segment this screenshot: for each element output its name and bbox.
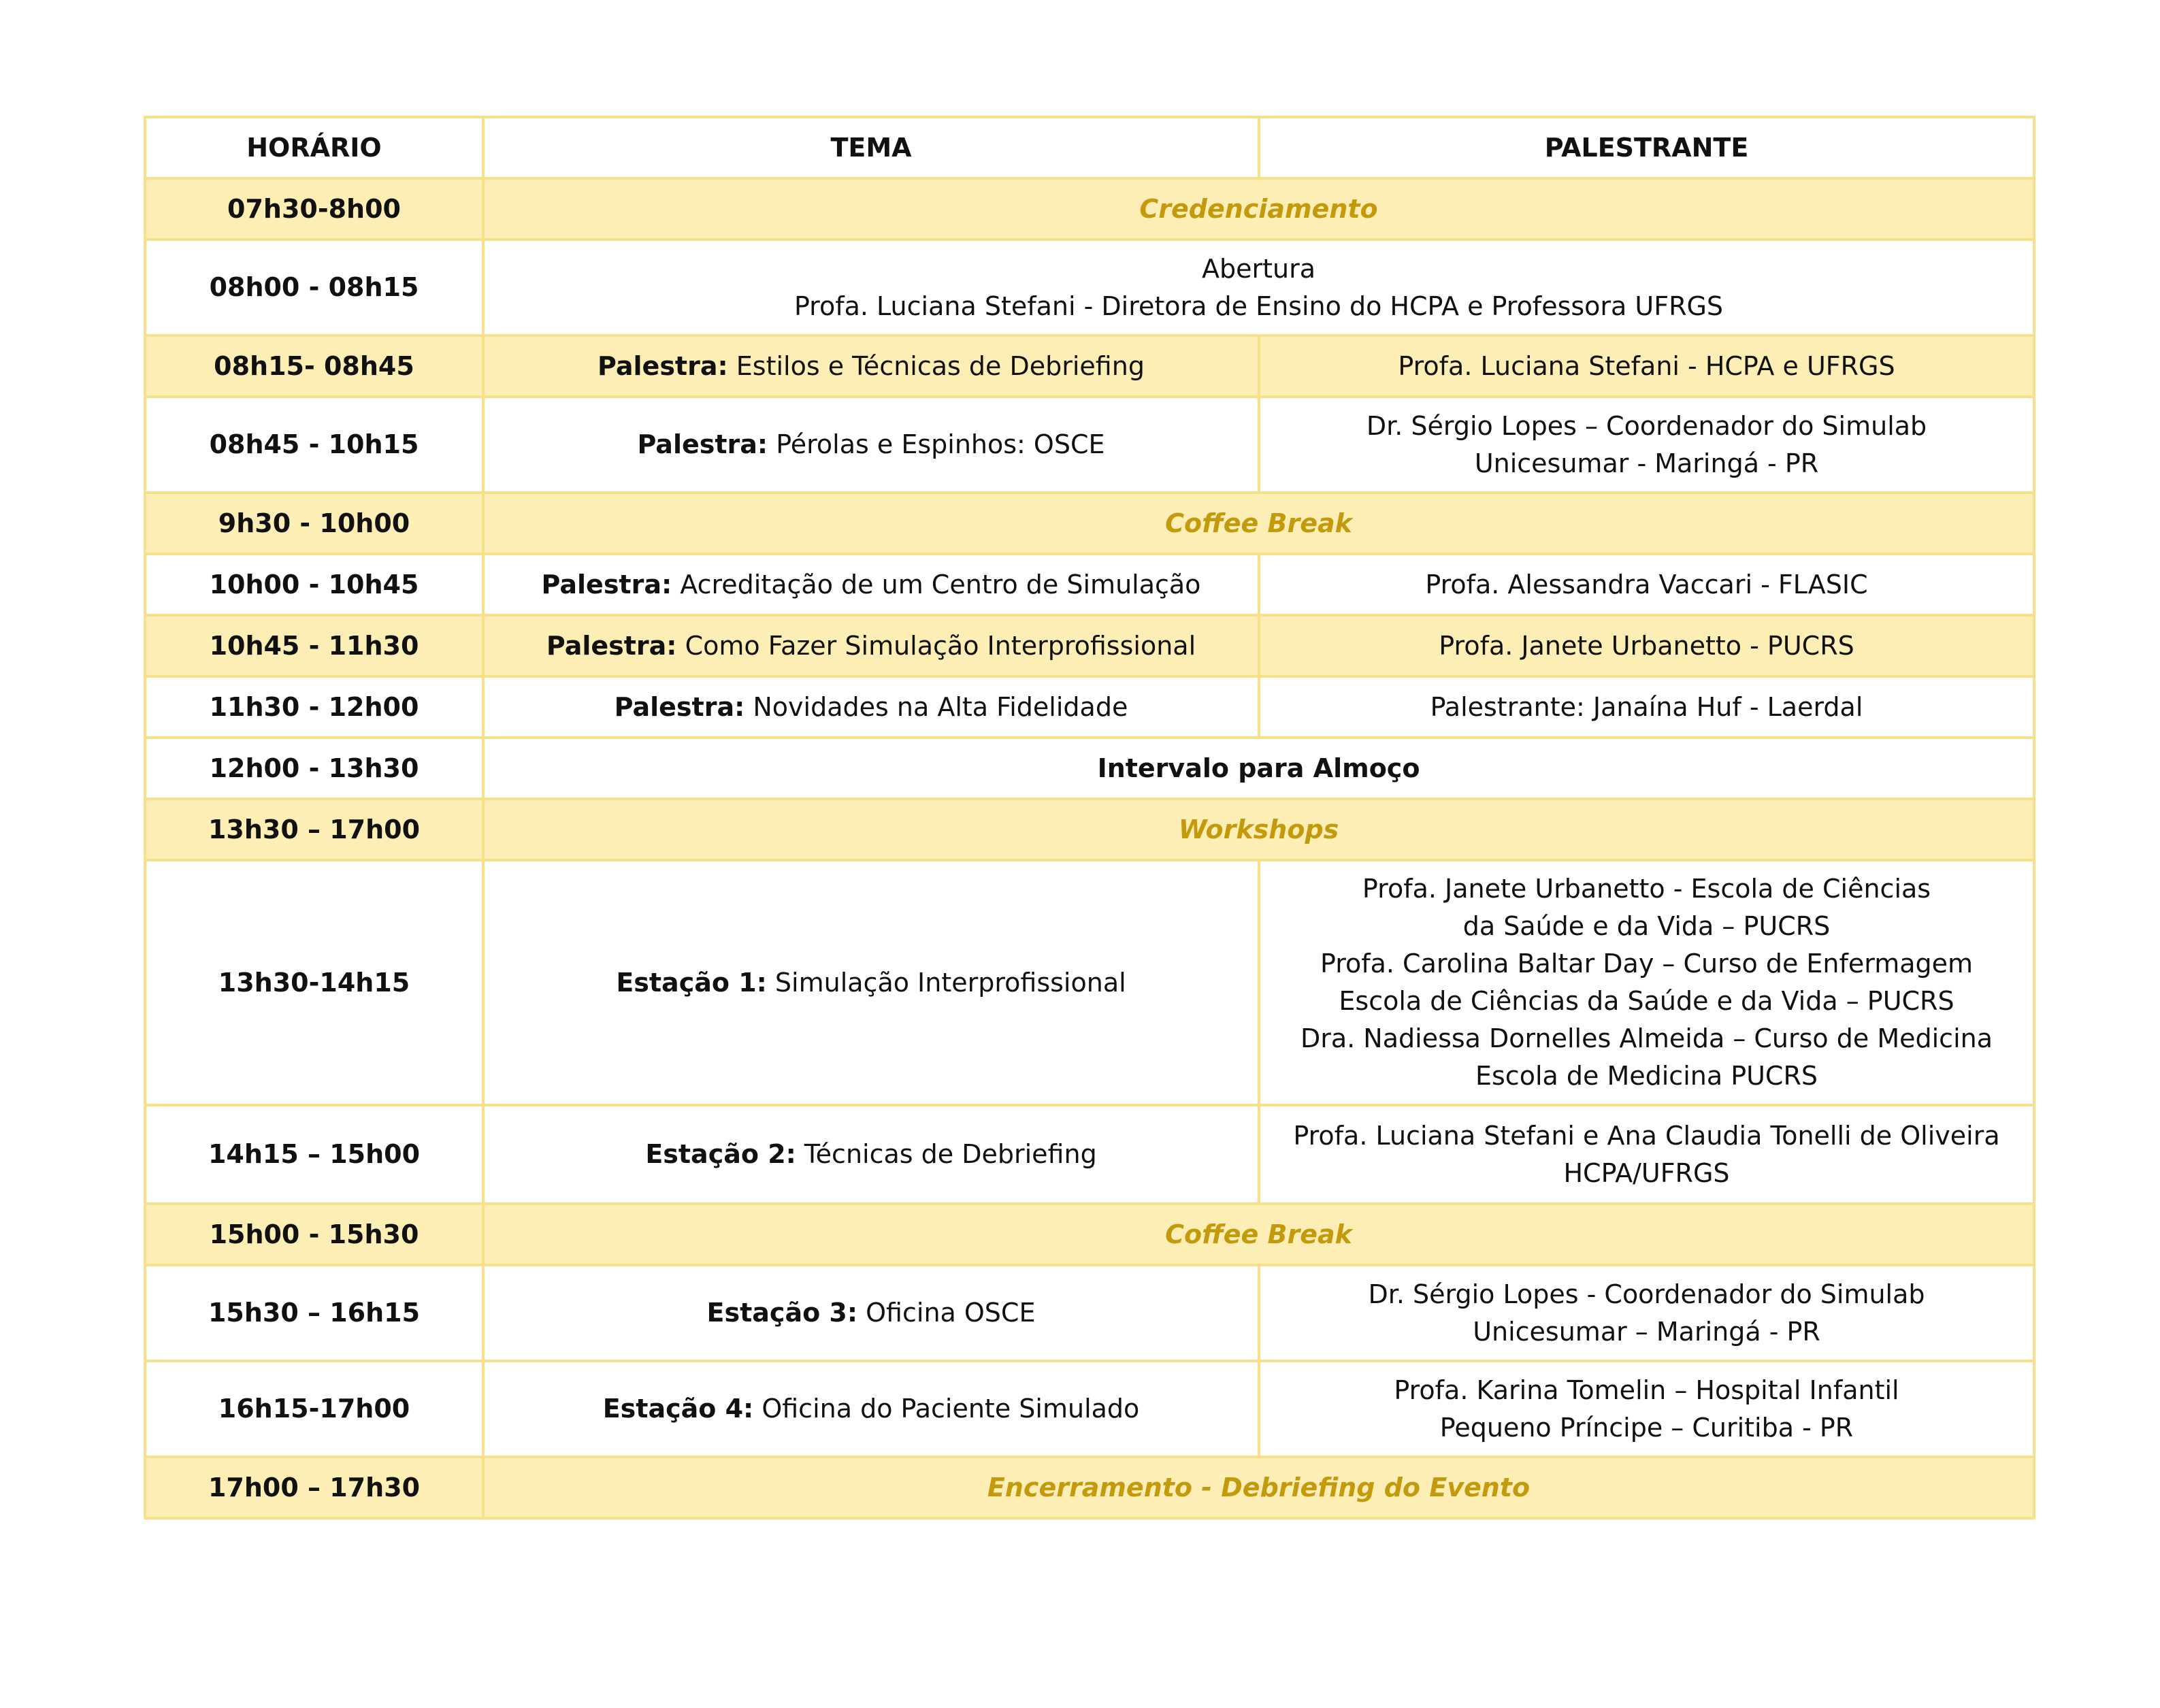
row-speaker [1259,1105,2034,1204]
topic-label: Estação 4: [602,1394,754,1424]
row-speaker [1259,335,2034,397]
speaker-line: Profa. Karina Tomelin – Hospital Infantil [1394,1375,1899,1405]
row-time: 11h30 - 12h00 [145,676,483,738]
speaker-line: Profa. Luciana Stefani - HCPA e UFRGS [1398,350,1895,381]
topic-text: Técnicas de Debriefing [796,1139,1097,1169]
row-time: 14h15 – 15h00 [145,1105,483,1204]
row-time: 07h30-8h00 [145,178,483,240]
table-row [145,178,2034,240]
row-time: 10h00 - 10h45 [145,554,483,615]
speaker-line: Profa. Luciana Stefani e Ana Claudia Tonelli de Oliveira [1293,1120,2000,1151]
speaker-line: Escola de Medicina PUCRS [1475,1061,1818,1091]
row-topic [483,615,1259,676]
topic-label: Palestra: [637,429,768,459]
row-speaker [1259,554,2034,615]
speaker-line: da Saúde e da Vida – PUCRS [1462,911,1831,941]
row-topic [483,397,1259,493]
table-row [145,397,2034,493]
row-time: 15h30 – 16h15 [145,1265,483,1361]
row-speaker [1259,1265,2034,1361]
row-time: 08h15- 08h45 [145,335,483,397]
row-speaker [1259,1361,2034,1457]
row-time: 15h00 - 15h30 [145,1204,483,1265]
table-row [145,738,2034,799]
row-session: Encerramento - Debriefing do Evento [483,1457,2034,1518]
topic-label: Estação 2: [645,1139,796,1169]
row-topic [483,1265,1259,1361]
row-speaker [1259,615,2034,676]
topic-text: Simulação Interprofissional [766,967,1126,998]
row-speaker [1259,860,2034,1105]
speaker-line: Pequeno Príncipe – Curitiba - PR [1439,1412,1854,1443]
speaker-line: Profa. Janete Urbanetto - PUCRS [1439,630,1854,661]
topic-text: Oficina do Paciente Simulado [753,1394,1140,1424]
row-speaker [1259,397,2034,493]
speaker-line: Profa. Carolina Baltar Day – Curso de Enfermagem [1320,949,1974,979]
speaker-line: Escola de Ciências da Saúde e da Vida – PUCRS [1339,986,1954,1016]
header-topic: TEMA [483,117,1259,178]
topic-text: Novidades na Alta Fidelidade [744,691,1128,722]
table-header-row [145,117,2034,178]
session-title: Abertura [1201,253,1315,284]
row-session: Credenciamento [483,178,2034,240]
speaker-line: Dr. Sérgio Lopes - Coordenador do Simulab [1368,1279,1925,1309]
table-row [145,860,2034,1105]
topic-text: Acreditação de um Centro de Simulação [672,569,1201,600]
row-session: Coffee Break [483,1204,2034,1265]
table-row [145,676,2034,738]
row-topic [483,554,1259,615]
row-speaker [1259,676,2034,738]
row-session: Intervalo para Almoço [483,738,2034,799]
header-speaker: PALESTRANTE [1259,117,2034,178]
topic-label: Palestra: [598,350,728,381]
table-row [145,1204,2034,1265]
row-time: 12h00 - 13h30 [145,738,483,799]
schedule-table [144,116,2035,1520]
speaker-line: HCPA/UFRGS [1563,1157,1730,1188]
row-topic [483,335,1259,397]
table-row [145,554,2034,615]
row-topic [483,676,1259,738]
row-time: 17h00 – 17h30 [145,1457,483,1518]
speaker-line: Profa. Janete Urbanetto - Escola de Ciências [1362,874,1931,904]
topic-text: Pérolas e Espinhos: OSCE [768,429,1105,459]
topic-text: Estilos e Técnicas de Debriefing [727,350,1145,381]
table-row [145,493,2034,554]
speaker-line: Palestrante: Janaína Huf - Laerdal [1430,691,1863,722]
table-row [145,1265,2034,1361]
row-time: 08h45 - 10h15 [145,397,483,493]
topic-text: Oficina OSCE [857,1298,1036,1328]
table-row [145,1457,2034,1518]
speaker-line: Unicesumar – Maringá - PR [1473,1316,1820,1347]
table-row [145,240,2034,335]
topic-text: Como Fazer Simulação Interprofissional [676,630,1196,661]
topic-label: Palestra: [614,691,745,722]
row-time: 13h30 – 17h00 [145,799,483,860]
topic-label: Palestra: [546,630,677,661]
row-time: 13h30-14h15 [145,860,483,1105]
row-session: Coffee Break [483,493,2034,554]
topic-label: Palestra: [541,569,672,600]
speaker-line: Dr. Sérgio Lopes – Coordenador do Simulab [1366,410,1927,441]
row-topic [483,860,1259,1105]
table-row [145,1105,2034,1204]
table-row [145,335,2034,397]
topic-label: Estação 1: [616,967,767,998]
row-session [483,240,2034,335]
speaker-line: Unicesumar - Maringá - PR [1474,448,1819,478]
topic-label: Estação 3: [706,1298,858,1328]
row-topic [483,1105,1259,1204]
table-row [145,1361,2034,1457]
speaker-line: Profa. Alessandra Vaccari - FLASIC [1425,569,1868,600]
row-session: Workshops [483,799,2034,860]
row-time: 16h15-17h00 [145,1361,483,1457]
header-time: HORÁRIO [145,117,483,178]
row-topic [483,1361,1259,1457]
speaker-line: Dra. Nadiessa Dornelles Almeida – Curso de Medicina [1300,1023,1993,1053]
table-row [145,799,2034,860]
table-row [145,615,2034,676]
session-detail: Profa. Luciana Stefani - Diretora de Ensino do HCPA e Professora UFRGS [793,291,1724,321]
row-time: 08h00 - 08h15 [145,240,483,335]
row-time: 9h30 - 10h00 [145,493,483,554]
row-time: 10h45 - 11h30 [145,615,483,676]
